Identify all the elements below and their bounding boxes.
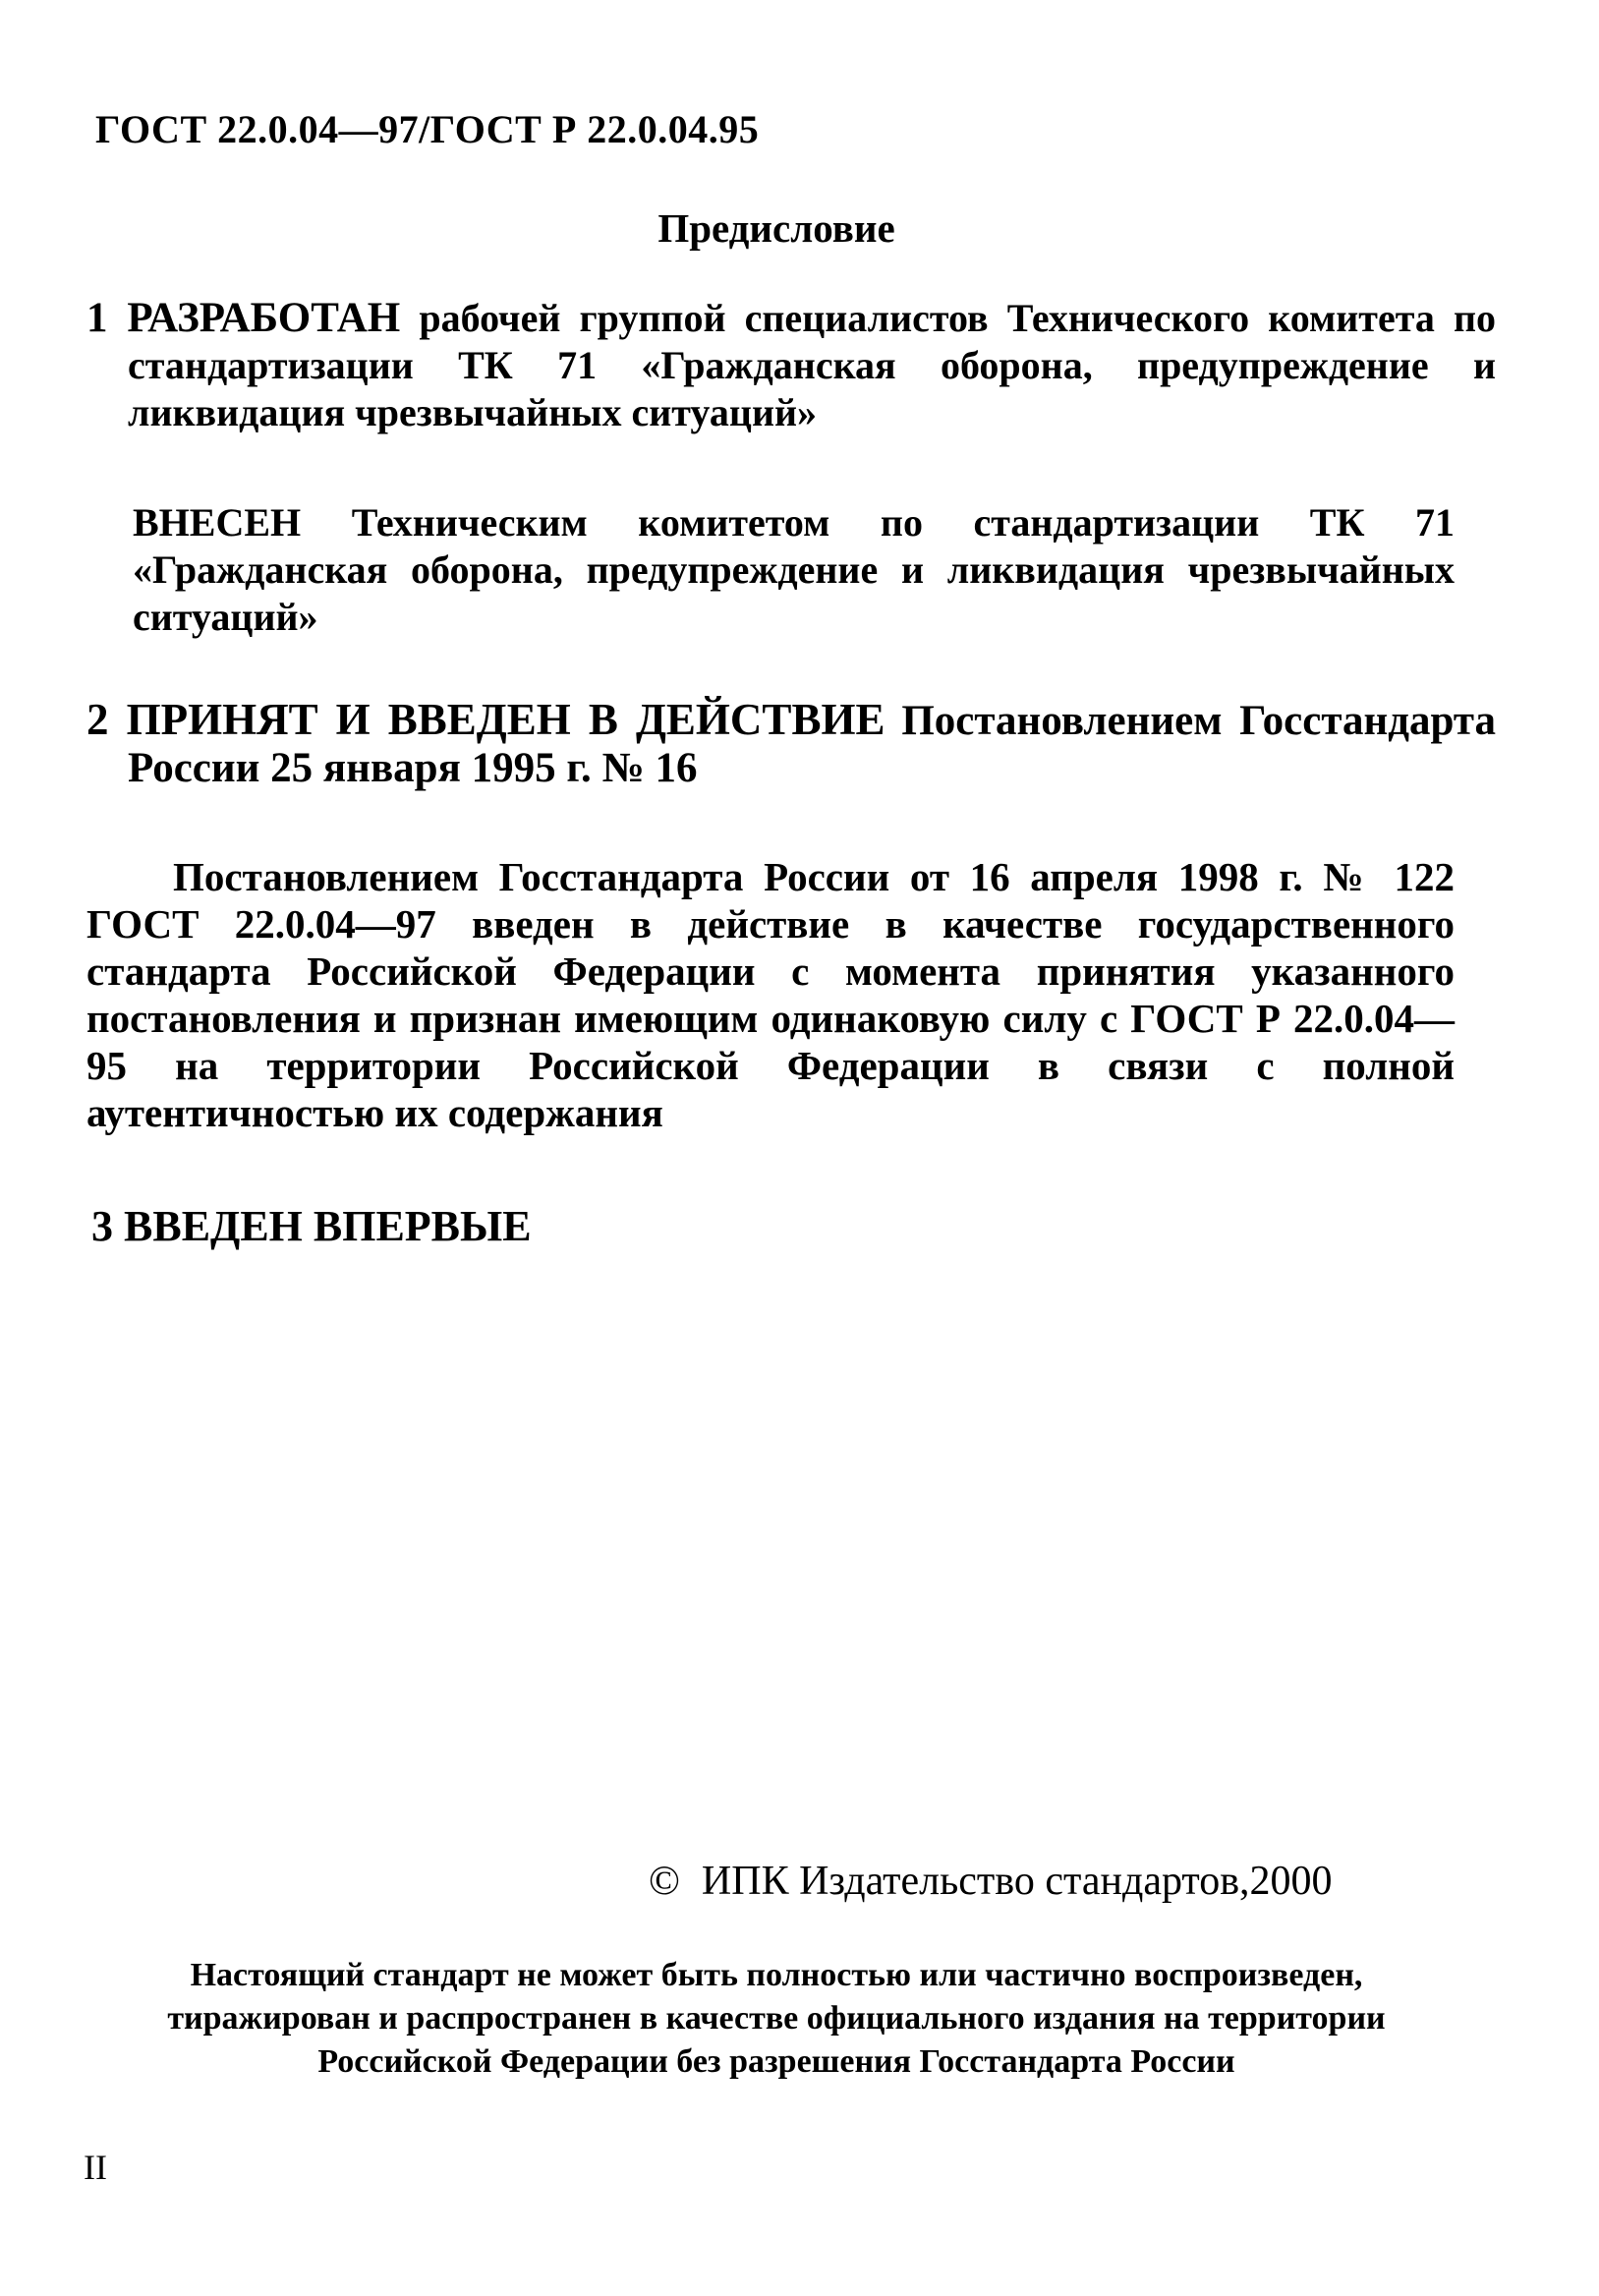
resolution-paragraph: Постановлением Госстандарта России от 16 апреля 1998 г. № 122 ГОСТ 22.0.04—97 введен в действие в качестве государственного стандарта Российской Федерации с момента принятия указанного постановления и признан имеющим одинаковую силу с ГОСТ Р 22.0.04—95 на территории Российской Федерации в связи с полной аутентичностью их содержания [86,854,1455,1135]
section-1-introduced [133,499,1455,641]
section-1-lead: 1 РАЗРАБОТАН [86,295,401,341]
document-header: ГОСТ 22.0.04—97/ГОСТ Р 22.0.04.95 [95,107,760,151]
copyright-symbol: © [649,1859,680,1904]
section-2-text: Постановлением Госстандарта России 25 января 1995 г. № 16 [128,698,1497,791]
section-1b-lead: ВНЕСЕН [133,500,302,545]
section-1-text: рабочей группой специалистов Технического комитета по стандартизации ТК 71 «Гражданская оборона, предупреждение и ликвидация чрезвычайных ситуаций» [128,296,1497,434]
copyright-text: ИПК Издательство стандартов,2000 [701,1859,1333,1904]
section-3-first-introduced: 3 ВВЕДЕН ВПЕРВЫЕ [91,1202,532,1250]
reproduction-notice: Настоящий стандарт не может быть полностью или частично воспроизведен, тиражирован и распространен в качестве официального издания на территории Российской Федерации без разрешения Госстандарта России [167,1957,1386,2080]
copyright-line [649,1858,1333,1905]
page-number: II [84,2148,107,2187]
section-2-adopted [86,696,1496,792]
section-1-developed [86,295,1496,436]
page-title: Предисловие [657,205,895,251]
section-1b-text: Техническим комитетом по стандартизации ТК 71 «Гражданская оборона, предупреждение и ликвидация чрезвычайных ситуаций» [133,500,1456,639]
section-2-lead: 2 ПРИНЯТ И ВВЕДЕН В ДЕЙСТВИЕ [86,695,885,744]
